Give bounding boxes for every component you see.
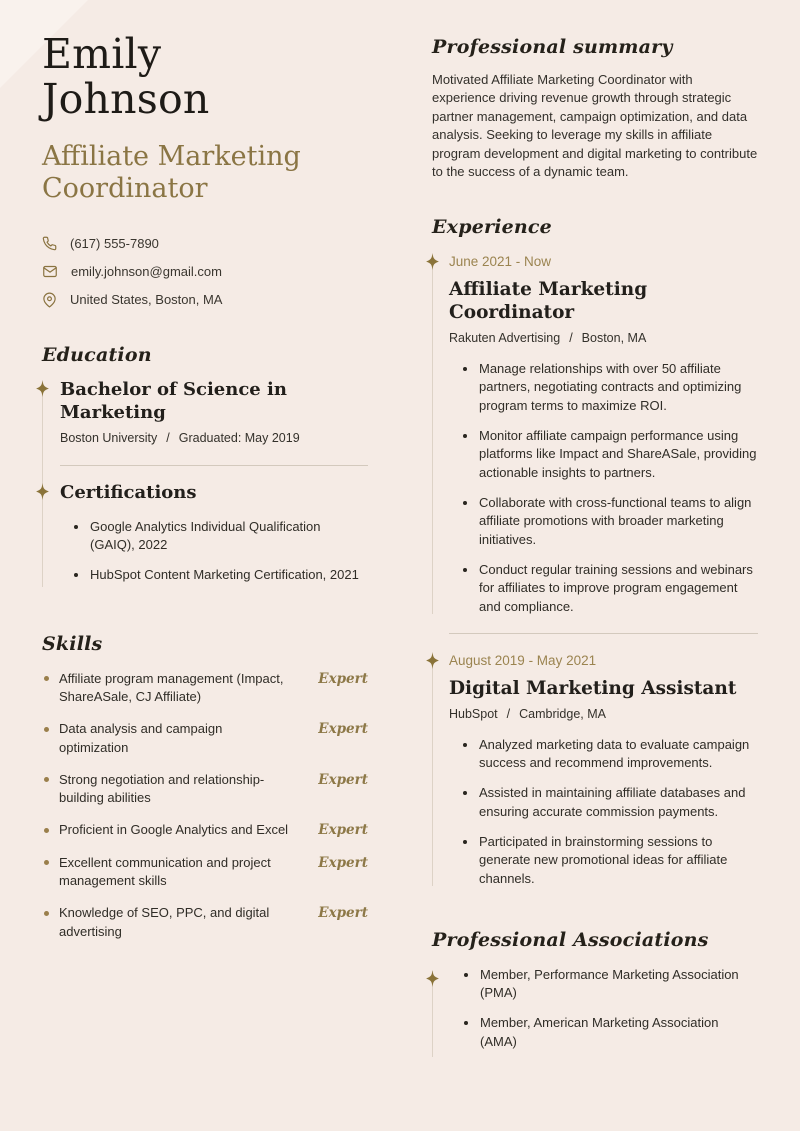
job-title: Affiliate Marketing Coordinator [449,278,648,323]
job-bullet: Collaborate with cross-functional teams to align affiliate promotions with broader marketing initiatives. [462,494,758,549]
job-title: Digital Marketing Assistant [449,677,737,699]
contact-info [42,236,368,308]
skill-level: Expert [318,670,368,687]
education-entry [42,379,368,466]
location-icon [42,292,57,308]
sparkle-star-icon [36,483,49,500]
job-bullet: Assisted in maintaining affiliate databases and ensuring accurate commission payments. [462,784,758,821]
degree-meta [60,431,368,445]
skill-row [42,821,368,839]
experience-divider [449,633,758,634]
contact-phone [42,236,368,251]
meta-separator: / [166,431,170,446]
skill-name: Strong negotiation and relationship-building abilities [42,771,294,808]
skill-level: Expert [318,822,368,839]
contact-email [42,264,368,279]
certifications-entry [42,482,368,586]
summary-heading: Professional summary [432,36,673,58]
graduation-date: Graduated: May 2019 [178,431,300,446]
email-icon [42,264,58,279]
education-heading: Education [42,343,152,366]
candidate-title: Affiliate Marketing Coordinator [42,141,301,204]
job-bullet: Manage relationships with over 50 affiliate partners, negotiating contracts and optimizing program terms to maximize ROI. [462,360,758,415]
sparkle-star-icon [426,253,439,270]
name-line-1: Emily [42,30,162,78]
meta-separator: / [569,331,573,346]
left-column [42,0,368,1131]
certifications-list [60,518,368,587]
certification-item: HubSpot Content Marketing Certification, 2021 [73,566,368,584]
job-location: Cambridge, MA [519,706,606,721]
skill-level: Expert [318,905,368,922]
job-dates: June 2021 - Now [449,254,552,270]
skill-name: Data analysis and campaign optimization [42,720,294,757]
name-line-2: Johnson [42,74,210,123]
skill-row [42,670,368,707]
skill-name: Affiliate program management (Impact, ShareASale, CJ Affiliate) [42,670,294,707]
location-text: United States, Boston, MA [70,292,223,308]
skill-row [42,720,368,757]
job-bullet: Analyzed marketing data to evaluate campaign success and recommend improvements. [462,736,758,773]
job-dates: August 2019 - May 2021 [449,652,597,668]
skill-row [42,771,368,808]
job-bullet-list [449,736,758,888]
skill-level: Expert [318,721,368,738]
association-item: Member, Performance Marketing Association (PMA) [463,966,758,1003]
contact-location [42,292,368,308]
experience-timeline [432,253,758,888]
associations-entry [432,966,758,1057]
job-location: Boston, MA [581,331,647,346]
skill-level: Expert [318,854,368,871]
job-bullet: Conduct regular training sessions and webinars for affiliates to improve program engagement and compliance. [462,561,758,616]
associations-list [450,966,758,1057]
skills-heading: Skills [42,632,103,655]
meta-separator: / [506,706,511,721]
certification-item: Google Analytics Individual Qualification (GAIQ), 2022 [73,518,368,555]
degree-title: Bachelor of Science in Marketing [60,379,287,423]
association-item: Member, American Marketing Association (AMA) [463,1014,758,1051]
phone-number: (617) 555-7890 [70,235,159,251]
sparkle-star-icon [36,380,49,397]
school-name: Boston University [60,431,158,446]
candidate-name [42,32,368,121]
skill-name: Proficient in Google Analytics and Excel [42,821,294,839]
education-timeline [42,379,368,586]
job-meta [449,707,758,721]
job-bullet: Monitor affiliate campaign performance using platforms like Impact and ShareASale, providing actionable insights to partners. [462,427,758,482]
company-name: HubSpot [449,706,498,721]
job-bullet-list [449,360,758,616]
associations-heading: Professional Associations [432,928,709,951]
education-divider [60,465,368,466]
phone-icon [42,236,57,251]
skill-name: Knowledge of SEO, PPC, and digital advertising [42,904,294,941]
job-meta [449,331,758,345]
experience-heading: Experience [432,216,552,239]
skill-row [42,854,368,891]
skills-list [42,670,368,942]
email-address: emily.johnson@gmail.com [71,263,222,279]
job-entry [432,253,758,616]
certifications-title: Certifications [60,482,197,504]
summary-text: Motivated Affiliate Marketing Coordinator with experience driving revenue growth through strategic partner management, campaign optimization, and data analysis. Seeking to leverage my skills in affiliate program development and digital marketing to contribute to the success of a dynamic team. [432,71,758,180]
skill-name: Excellent communication and project management skills [42,854,294,891]
skill-level: Expert [318,771,368,788]
company-name: Rakuten Advertising [449,331,561,346]
skill-row [42,904,368,941]
sparkle-star-icon [426,970,439,987]
right-column [432,0,758,1131]
associations-timeline [432,966,758,1057]
sparkle-star-icon [426,652,439,669]
job-entry [432,652,758,888]
job-bullet: Participated in brainstorming sessions to generate new promotional ideas for affiliate channels. [462,833,758,888]
